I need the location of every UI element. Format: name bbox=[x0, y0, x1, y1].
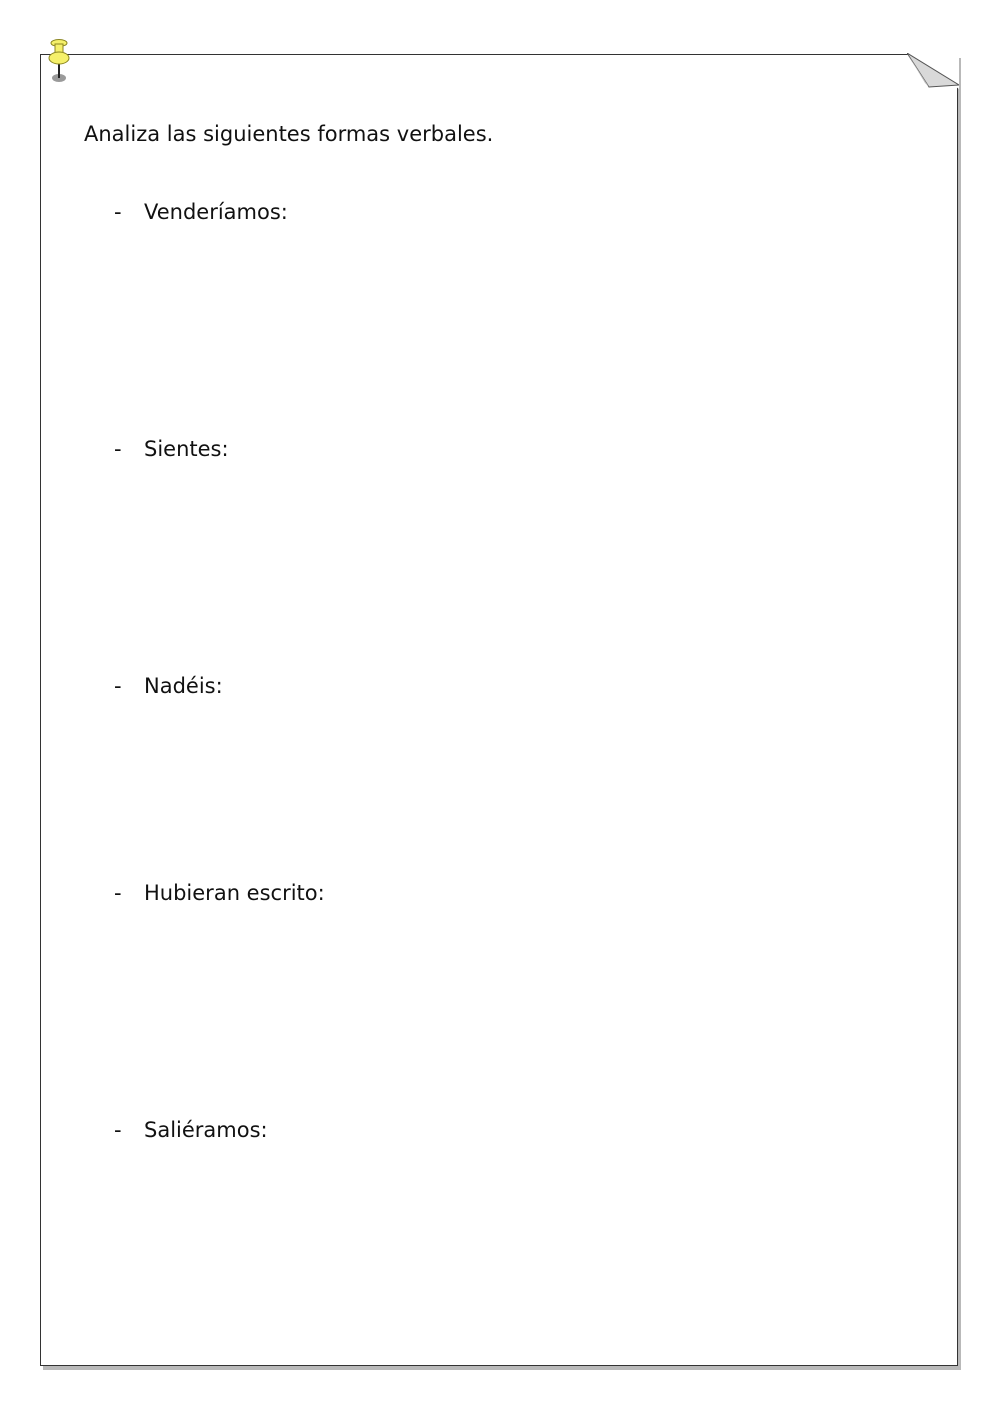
list-bullet: - bbox=[114, 674, 122, 698]
list-bullet: - bbox=[114, 881, 122, 905]
verb-label: Hubieran escrito: bbox=[144, 881, 325, 905]
list-bullet: - bbox=[114, 437, 122, 461]
list-item bbox=[114, 881, 325, 905]
verb-label: Saliéramos: bbox=[144, 1118, 268, 1142]
verb-label: Sientes: bbox=[144, 437, 229, 461]
list-bullet: - bbox=[114, 200, 122, 224]
list-bullet: - bbox=[114, 1118, 122, 1142]
verb-label: Venderíamos: bbox=[144, 200, 288, 224]
list-item bbox=[114, 200, 288, 224]
list-item bbox=[114, 437, 229, 461]
list-item bbox=[114, 674, 223, 698]
worksheet-page bbox=[40, 54, 958, 1366]
verb-label: Nadéis: bbox=[144, 674, 223, 698]
list-item bbox=[114, 1118, 268, 1142]
page-curl-icon bbox=[907, 53, 959, 89]
pushpin-icon bbox=[44, 38, 74, 86]
instruction-text: Analiza las siguientes formas verbales. bbox=[84, 122, 494, 146]
